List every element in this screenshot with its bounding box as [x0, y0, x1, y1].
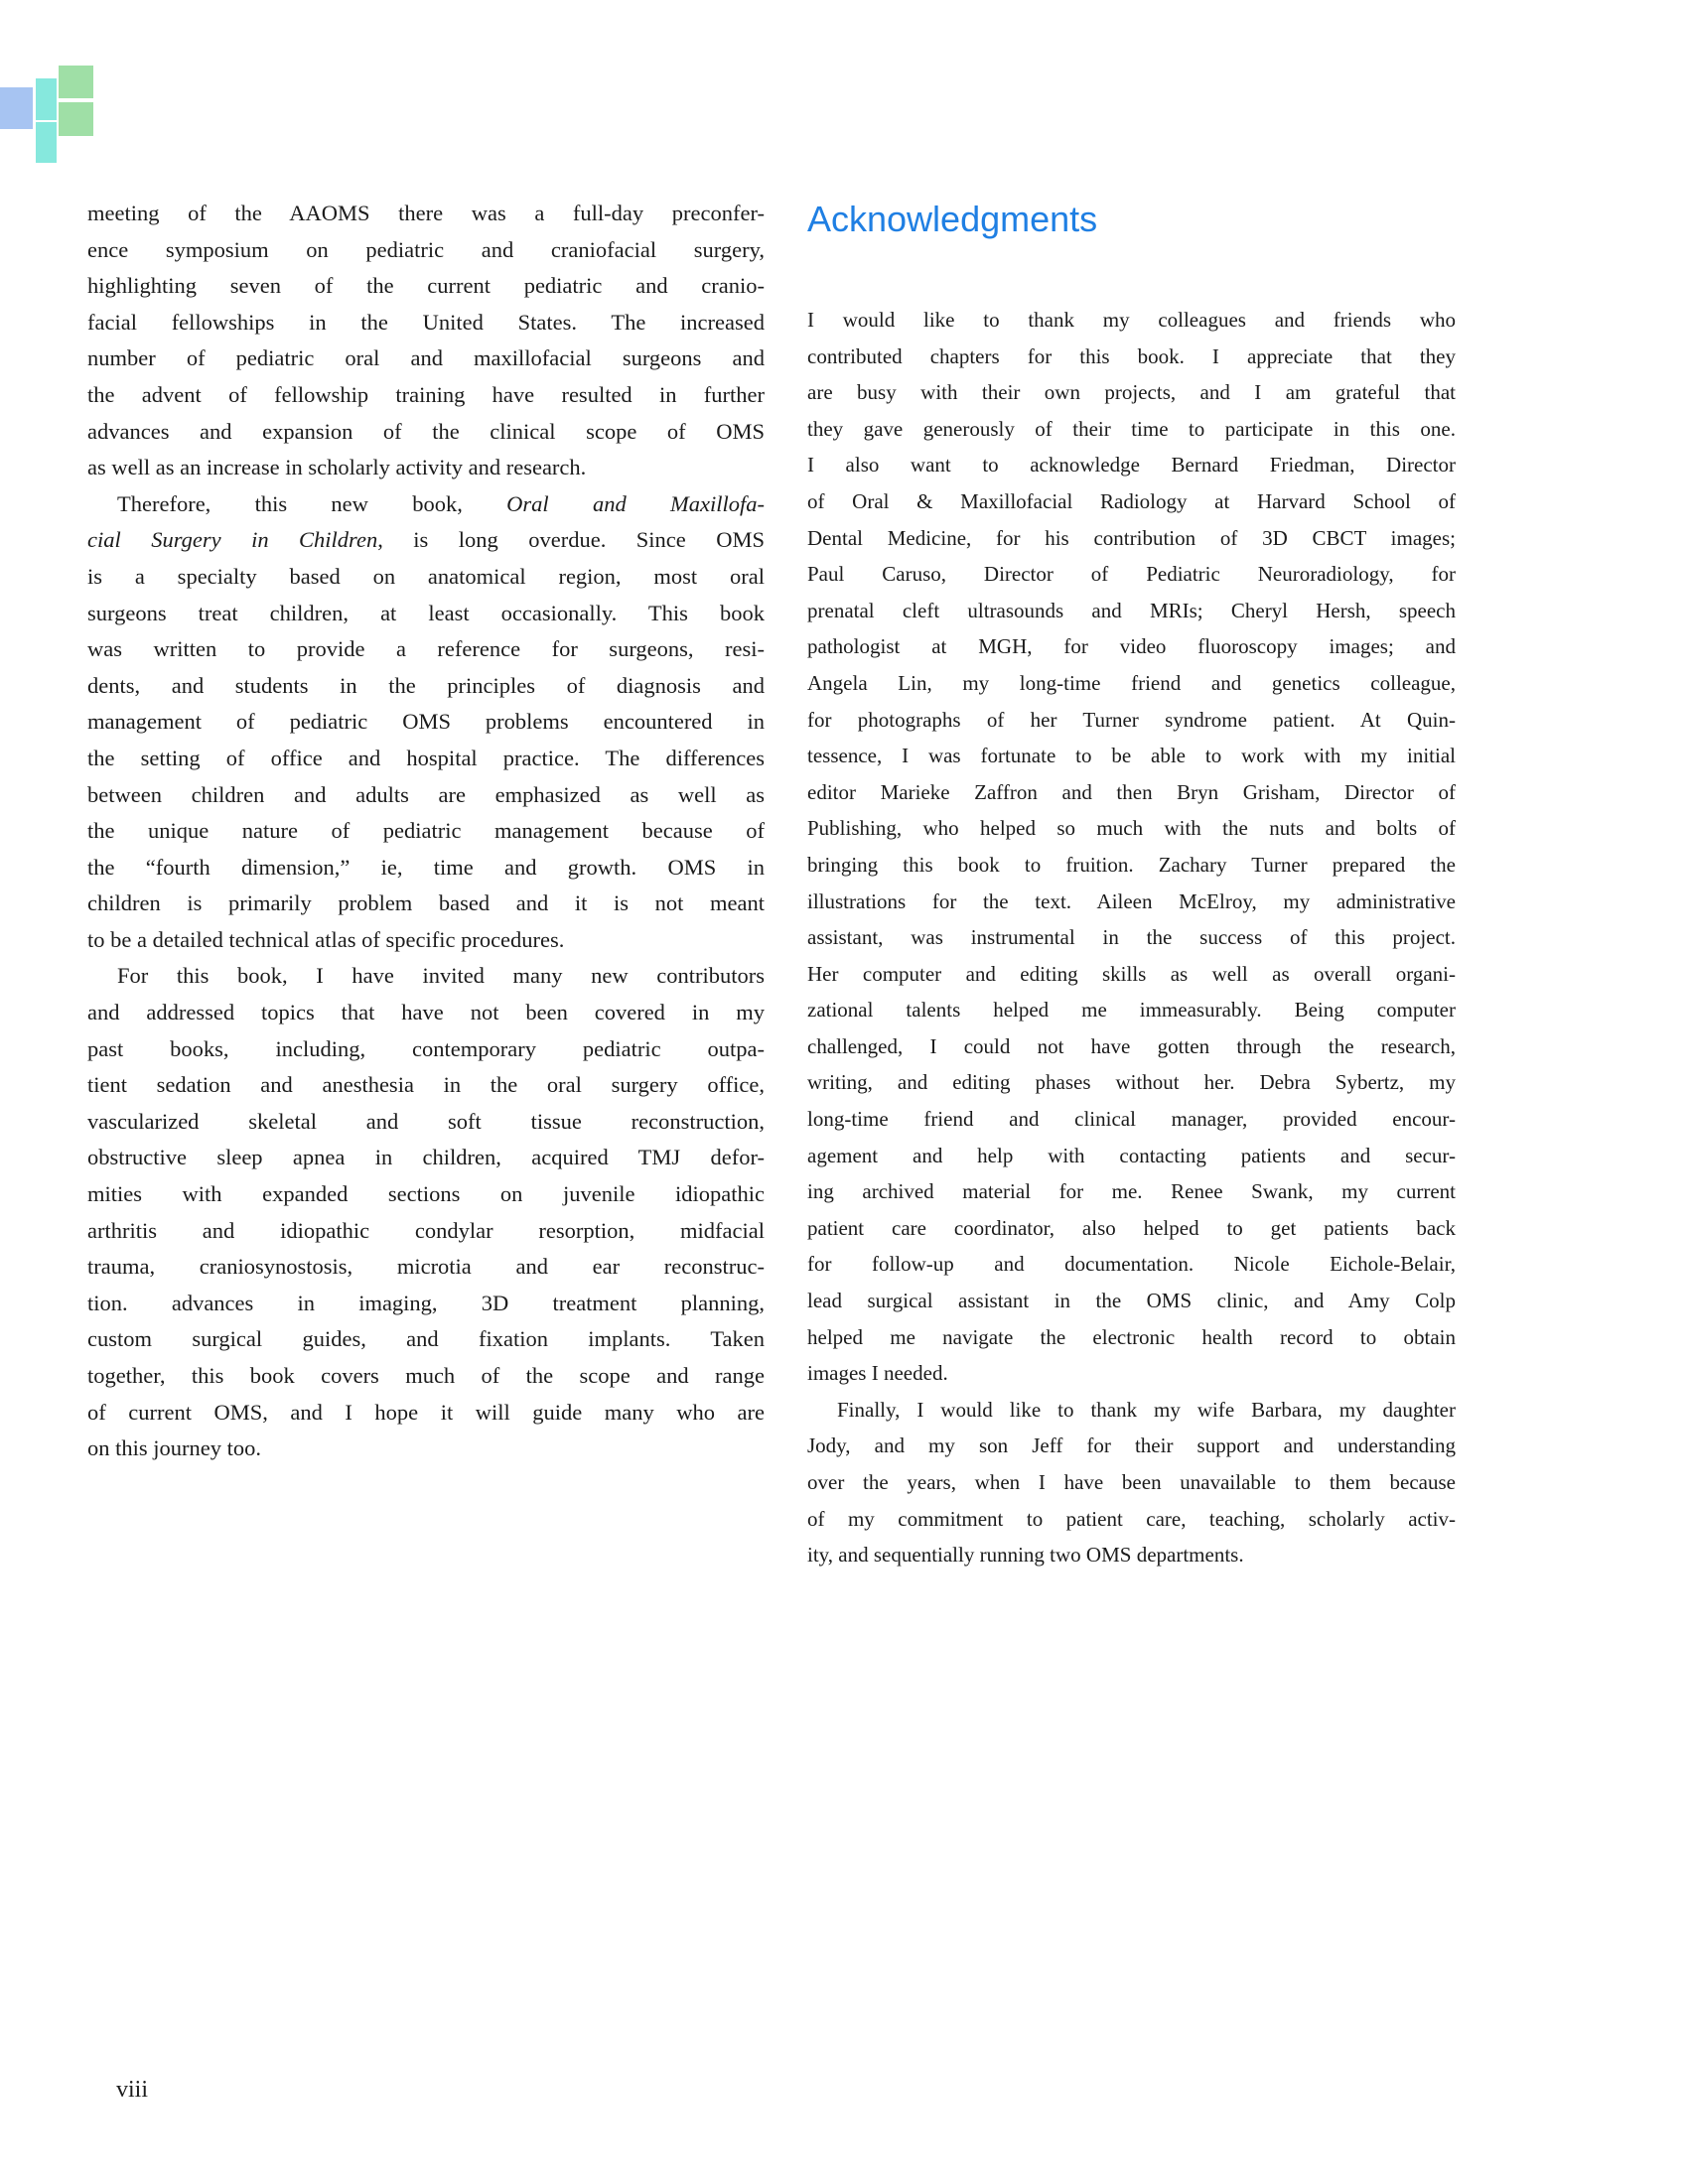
- text-segment: trauma, craniosynostosis, microtia and ear reconstruc-: [87, 1254, 765, 1280]
- paragraph: [807, 302, 1456, 1392]
- text-line: [87, 850, 765, 887]
- text-line: [87, 1358, 765, 1395]
- italic-text-segment: cial Surgery in Children: [87, 527, 378, 553]
- text-line: [807, 447, 1456, 483]
- text-segment: was written to provide a reference for surgeons, resi-: [87, 636, 765, 662]
- text-segment: contributed chapters for this book. I appreciate that they: [807, 343, 1456, 368]
- publisher-logo: [0, 0, 119, 179]
- text-segment: ity, and sequentially running two OMS departments.: [807, 1543, 1244, 1568]
- text-segment: management of pediatric OMS problems encountered in: [87, 709, 765, 735]
- text-segment: mities with expanded sections on juvenile idiopathic: [87, 1181, 765, 1207]
- text-line: [87, 958, 765, 995]
- text-line: [807, 1428, 1456, 1464]
- text-segment: , is long overdue. Since OMS: [377, 527, 765, 553]
- text-line: [87, 704, 765, 741]
- logo-green-square-bottom: [59, 102, 93, 136]
- text-segment: I would like to thank my colleagues and friends who: [807, 308, 1456, 332]
- text-line: [87, 922, 765, 959]
- text-segment: long-time friend and clinical manager, provided encour-: [807, 1107, 1456, 1132]
- text-line: [807, 1173, 1456, 1210]
- text-segment: between children and adults are emphasized as well as: [87, 781, 765, 807]
- text-segment: patient care coordinator, also helped to get patients back: [807, 1215, 1456, 1240]
- text-line: [807, 374, 1456, 411]
- text-segment: on this journey too.: [87, 1435, 261, 1461]
- text-segment: I also want to acknowledge Bernard Friedman, Director: [807, 453, 1456, 478]
- text-line: [87, 522, 765, 559]
- text-line: [87, 1031, 765, 1068]
- text-segment: of current OMS, and I hope it will guide many who are: [87, 1399, 765, 1425]
- text-line: [87, 414, 765, 451]
- acknowledgments-heading: Acknowledgments: [807, 199, 1098, 239]
- text-line: [807, 302, 1456, 339]
- text-line: [87, 450, 765, 486]
- text-line: [807, 702, 1456, 739]
- text-line: [807, 339, 1456, 375]
- text-segment: meeting of the AAOMS there was a full-day preconfer-: [87, 201, 765, 225]
- text-segment: images I needed.: [807, 1361, 948, 1386]
- text-line: [807, 593, 1456, 629]
- text-line: [87, 559, 765, 596]
- text-line: [807, 774, 1456, 811]
- text-line: [87, 1286, 765, 1322]
- text-segment: Her computer and editing skills as well as overall organi-: [807, 961, 1456, 986]
- text-line: [807, 956, 1456, 993]
- text-segment: illustrations for the text. Aileen McElroy, my administrative: [807, 888, 1456, 913]
- text-line: [807, 1537, 1456, 1573]
- text-line: [807, 810, 1456, 847]
- text-line: [807, 738, 1456, 774]
- text-line: [87, 305, 765, 341]
- text-segment: to be a detailed technical atlas of specific procedures.: [87, 926, 565, 952]
- text-line: [87, 813, 765, 850]
- text-line: [87, 486, 765, 523]
- text-line: [807, 1101, 1456, 1138]
- text-line: [87, 268, 765, 305]
- text-segment: as well as an increase in scholarly activity and research.: [87, 455, 587, 480]
- text-segment: arthritis and idiopathic condylar resorption, midfacial: [87, 1217, 765, 1243]
- text-segment: of my commitment to patient care, teaching, scholarly activ-: [807, 1506, 1456, 1531]
- text-line: [87, 596, 765, 632]
- text-segment: they gave generously of their time to participate in this one.: [807, 416, 1456, 441]
- text-segment: ing archived material for me. Renee Swank, my current: [807, 1179, 1456, 1204]
- text-line: [807, 1319, 1456, 1356]
- text-line: [87, 1249, 765, 1286]
- text-segment: editor Marieke Zaffron and then Bryn Grisham, Director of: [807, 779, 1456, 804]
- text-line: [87, 886, 765, 922]
- text-line: [807, 411, 1456, 448]
- text-line: [87, 377, 765, 414]
- text-line: [807, 1283, 1456, 1319]
- text-segment: writing, and editing phases without her. Debra Sybertz, my: [807, 1070, 1456, 1095]
- text-segment: obstructive sleep apnea in children, acquired TMJ defor-: [87, 1145, 765, 1170]
- text-segment: of Oral & Maxillofacial Radiology at Harvard School of: [807, 488, 1456, 513]
- page-number: viii: [116, 2077, 149, 2103]
- text-segment: advances and expansion of the clinical scope of OMS: [87, 418, 765, 444]
- text-segment: for photographs of her Turner syndrome patient. At Quin-: [807, 707, 1456, 732]
- text-line: [87, 1431, 765, 1467]
- text-segment: the advent of fellowship training have resulted in further: [87, 381, 765, 407]
- text-segment: surgeons treat children, at least occasionally. This book: [87, 600, 765, 625]
- text-line: [807, 520, 1456, 557]
- text-line: [87, 1213, 765, 1250]
- text-segment: is a specialty based on anatomical region, most oral: [87, 563, 765, 589]
- logo-blue-square: [0, 87, 33, 129]
- text-segment: dents, and students in the principles of diagnosis and: [87, 672, 765, 698]
- text-segment: zational talents helped me immeasurably. Being computer: [807, 998, 1456, 1023]
- text-line: [87, 196, 765, 232]
- text-segment: prenatal cleft ultrasounds and MRIs; Cheryl Hersh, speech: [807, 598, 1456, 622]
- paragraph: [87, 196, 765, 486]
- text-line: [87, 668, 765, 705]
- text-segment: are busy with their own projects, and I am grateful that: [807, 380, 1456, 405]
- text-line: [807, 1392, 1456, 1429]
- text-segment: assistant, was instrumental in the success of this project.: [807, 925, 1456, 950]
- text-line: [807, 992, 1456, 1028]
- text-segment: together, this book covers much of the scope and range: [87, 1363, 765, 1388]
- text-segment: over the years, when I have been unavailable to them because: [807, 1470, 1456, 1494]
- text-segment: For this book, I have invited many new contributors: [117, 963, 765, 989]
- text-line: [807, 1210, 1456, 1247]
- text-line: [807, 884, 1456, 920]
- text-segment: tient sedation and anesthesia in the oral surgery office,: [87, 1072, 765, 1098]
- acknowledgments-body: [807, 302, 1456, 1573]
- text-line: [87, 1104, 765, 1141]
- text-line: [87, 1321, 765, 1358]
- text-line: [807, 847, 1456, 884]
- text-line: [807, 1246, 1456, 1283]
- text-line: [807, 628, 1456, 665]
- text-line: [87, 341, 765, 377]
- text-segment: tion. advances in imaging, 3D treatment planning,: [87, 1290, 765, 1315]
- paragraph: [87, 958, 765, 1466]
- logo-teal-rect-bottom: [36, 122, 57, 163]
- text-line: [807, 1355, 1456, 1392]
- text-segment: pathologist at MGH, for video fluoroscopy images; and: [807, 634, 1456, 659]
- text-segment: Dental Medicine, for his contribution of 3D CBCT images;: [807, 525, 1456, 550]
- paragraph: [87, 486, 765, 959]
- text-segment: children is primarily problem based and it is not meant: [87, 890, 765, 916]
- right-text-column: [807, 199, 1456, 1573]
- text-line: [807, 1138, 1456, 1174]
- text-segment: Therefore, this new book,: [117, 490, 507, 516]
- text-segment: bringing this book to fruition. Zachary Turner prepared the: [807, 852, 1456, 877]
- text-segment: highlighting seven of the current pediatric and cranio-: [87, 273, 765, 299]
- text-segment: Finally, I would like to thank my wife Barbara, my daughter: [837, 1397, 1456, 1422]
- italic-text-segment: Oral and Maxillofa-: [506, 490, 765, 516]
- text-segment: Angela Lin, my long-time friend and genetics colleague,: [807, 670, 1456, 695]
- text-segment: vascularized skeletal and soft tissue reconstruction,: [87, 1108, 765, 1134]
- text-line: [87, 1140, 765, 1176]
- text-segment: and addressed topics that have not been covered in my: [87, 1000, 765, 1025]
- text-line: [87, 741, 765, 777]
- text-segment: custom surgical guides, and fixation implants. Taken: [87, 1326, 765, 1352]
- text-segment: agement and help with contacting patients and secur-: [807, 1143, 1456, 1167]
- text-segment: challenged, I could not have gotten through the research,: [807, 1033, 1456, 1058]
- text-line: [807, 1464, 1456, 1501]
- text-segment: tessence, I was fortunate to be able to work with my initial: [807, 744, 1456, 768]
- left-text-column: [87, 196, 765, 1467]
- text-line: [807, 483, 1456, 520]
- text-segment: for follow-up and documentation. Nicole Eichole-Belair,: [807, 1252, 1456, 1277]
- text-segment: Paul Caruso, Director of Pediatric Neuroradiology, for: [807, 562, 1456, 587]
- paragraph: [807, 1392, 1456, 1573]
- text-segment: lead surgical assistant in the OMS clinic, and Amy Colp: [807, 1289, 1456, 1313]
- text-line: [87, 1176, 765, 1213]
- text-segment: Jody, and my son Jeff for their support and understanding: [807, 1433, 1456, 1458]
- text-line: [807, 556, 1456, 593]
- text-segment: past books, including, contemporary pediatric outpa-: [87, 1035, 765, 1061]
- text-segment: the setting of office and hospital practice. The differences: [87, 745, 765, 770]
- text-line: [807, 1028, 1456, 1065]
- text-segment: ence symposium on pediatric and craniofacial surgery,: [87, 236, 765, 262]
- text-line: [807, 1501, 1456, 1538]
- text-segment: number of pediatric oral and maxillofacial surgeons and: [87, 345, 765, 371]
- text-line: [87, 1067, 765, 1104]
- text-segment: helped me navigate the electronic health record to obtain: [807, 1324, 1456, 1349]
- text-line: [807, 665, 1456, 702]
- text-segment: the unique nature of pediatric management because of: [87, 818, 765, 844]
- text-line: [87, 631, 765, 668]
- text-segment: facial fellowships in the United States. The increased: [87, 309, 765, 335]
- text-line: [87, 232, 765, 269]
- text-segment: the “fourth dimension,” ie, time and growth. OMS in: [87, 854, 765, 880]
- text-line: [807, 1064, 1456, 1101]
- text-line: [87, 777, 765, 814]
- text-line: [807, 919, 1456, 956]
- logo-green-square-top: [59, 66, 93, 98]
- text-line: [87, 1395, 765, 1432]
- text-segment: Publishing, who helped so much with the nuts and bolts of: [807, 816, 1456, 841]
- text-line: [87, 995, 765, 1031]
- logo-teal-rect-top: [36, 78, 57, 120]
